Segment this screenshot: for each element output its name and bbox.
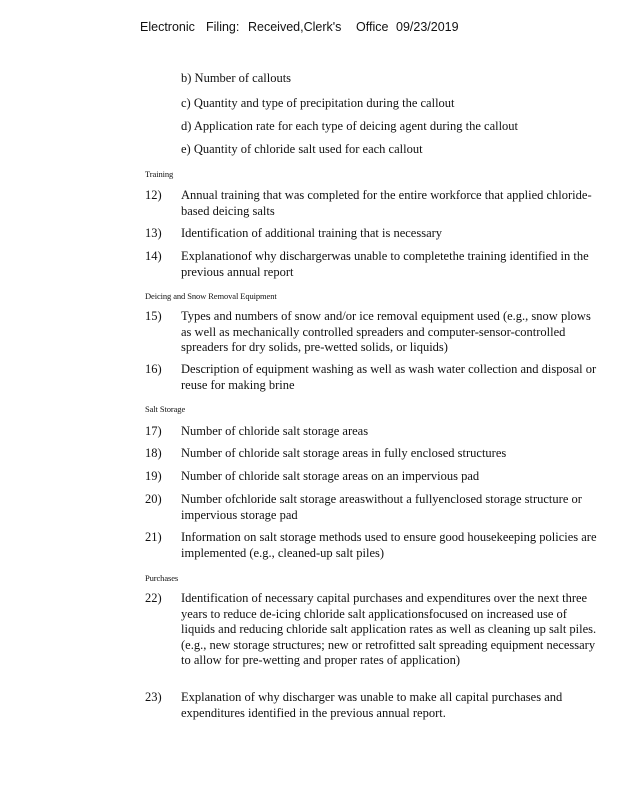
section-heading-training: Training (145, 169, 174, 179)
sub-item-d: d) Application rate for each type of deicing agent during the callout (181, 119, 519, 133)
item-text: Number of chloride salt storage areas (181, 424, 369, 438)
item-number: 14) (145, 249, 162, 263)
header-office: Office (356, 20, 389, 34)
item-number: 18) (145, 446, 162, 460)
item-text: Description of equipment washing as well as wash water collection and disposal or reuse for making brine (181, 362, 597, 392)
item-text: Identification of necessary capital purchases and expenditures over the next three years to reduce de-icing chloride salt applicationsfocused on increased use of liquids and reducing chloride salt application rates as well as cleaning up salt piles. (e.g., new storage structures; new or retrofitted salt spreading equipment necessary to allow for pre-wetting and proper rates of application) (181, 591, 597, 667)
header-filing: Filing: (206, 20, 240, 34)
sub-item-b: b) Number of callouts (181, 71, 292, 85)
item-number: 21) (145, 530, 162, 544)
item-text: Number of chloride salt storage areas on an impervious pad (181, 469, 480, 483)
filing-stamp-header (140, 20, 459, 34)
item-text: Information on salt storage methods used to ensure good housekeeping policies are implemented (e.g., cleaned-up salt piles) (181, 530, 597, 560)
item-number: 23) (145, 690, 162, 704)
item-number: 15) (145, 309, 162, 323)
item-text: Number of chloride salt storage areas in fully enclosed structures (181, 446, 507, 460)
item-number: 20) (145, 492, 162, 506)
item-text: Identification of additional training that is necessary (181, 226, 443, 240)
item-text: Explanation of why discharger was unable to make all capital purchases and expenditures identified in the previous annual report. (181, 690, 563, 720)
header-electronic: Electronic (140, 20, 195, 34)
item-number: 16) (145, 362, 162, 376)
header-date: 09/23/2019 (396, 20, 459, 34)
item-text: Number ofchloride salt storage areaswithout a fullyenclosed storage structure or impervious storage pad (181, 492, 582, 522)
item-text: Types and numbers of snow and/or ice removal equipment used (e.g., snow plows as well as mechanically controlled spreaders and computer-sensor-controlled spreaders for dry solids, pre-wetted solids, or liquids) (181, 309, 591, 354)
item-number: 17) (145, 424, 162, 438)
section-heading-salt-storage: Salt Storage (145, 404, 186, 414)
item-number: 13) (145, 226, 162, 240)
item-number: 19) (145, 469, 162, 483)
sub-item-e: e) Quantity of chloride salt used for each callout (181, 142, 423, 156)
header-received: Received,Clerk's (248, 20, 342, 34)
section-heading-deicing: Deicing and Snow Removal Equipment (145, 291, 277, 301)
item-number: 22) (145, 591, 162, 605)
section-heading-purchases: Purchases (145, 573, 179, 583)
item-text: Explanationof why dischargerwas unable to completethe training identified in the previous annual report (181, 249, 589, 279)
item-number: 12) (145, 188, 162, 202)
sub-item-c: c) Quantity and type of precipitation during the callout (181, 96, 455, 110)
item-text: Annual training that was completed for the entire workforce that applied chloride-based deicing salts (181, 188, 592, 218)
